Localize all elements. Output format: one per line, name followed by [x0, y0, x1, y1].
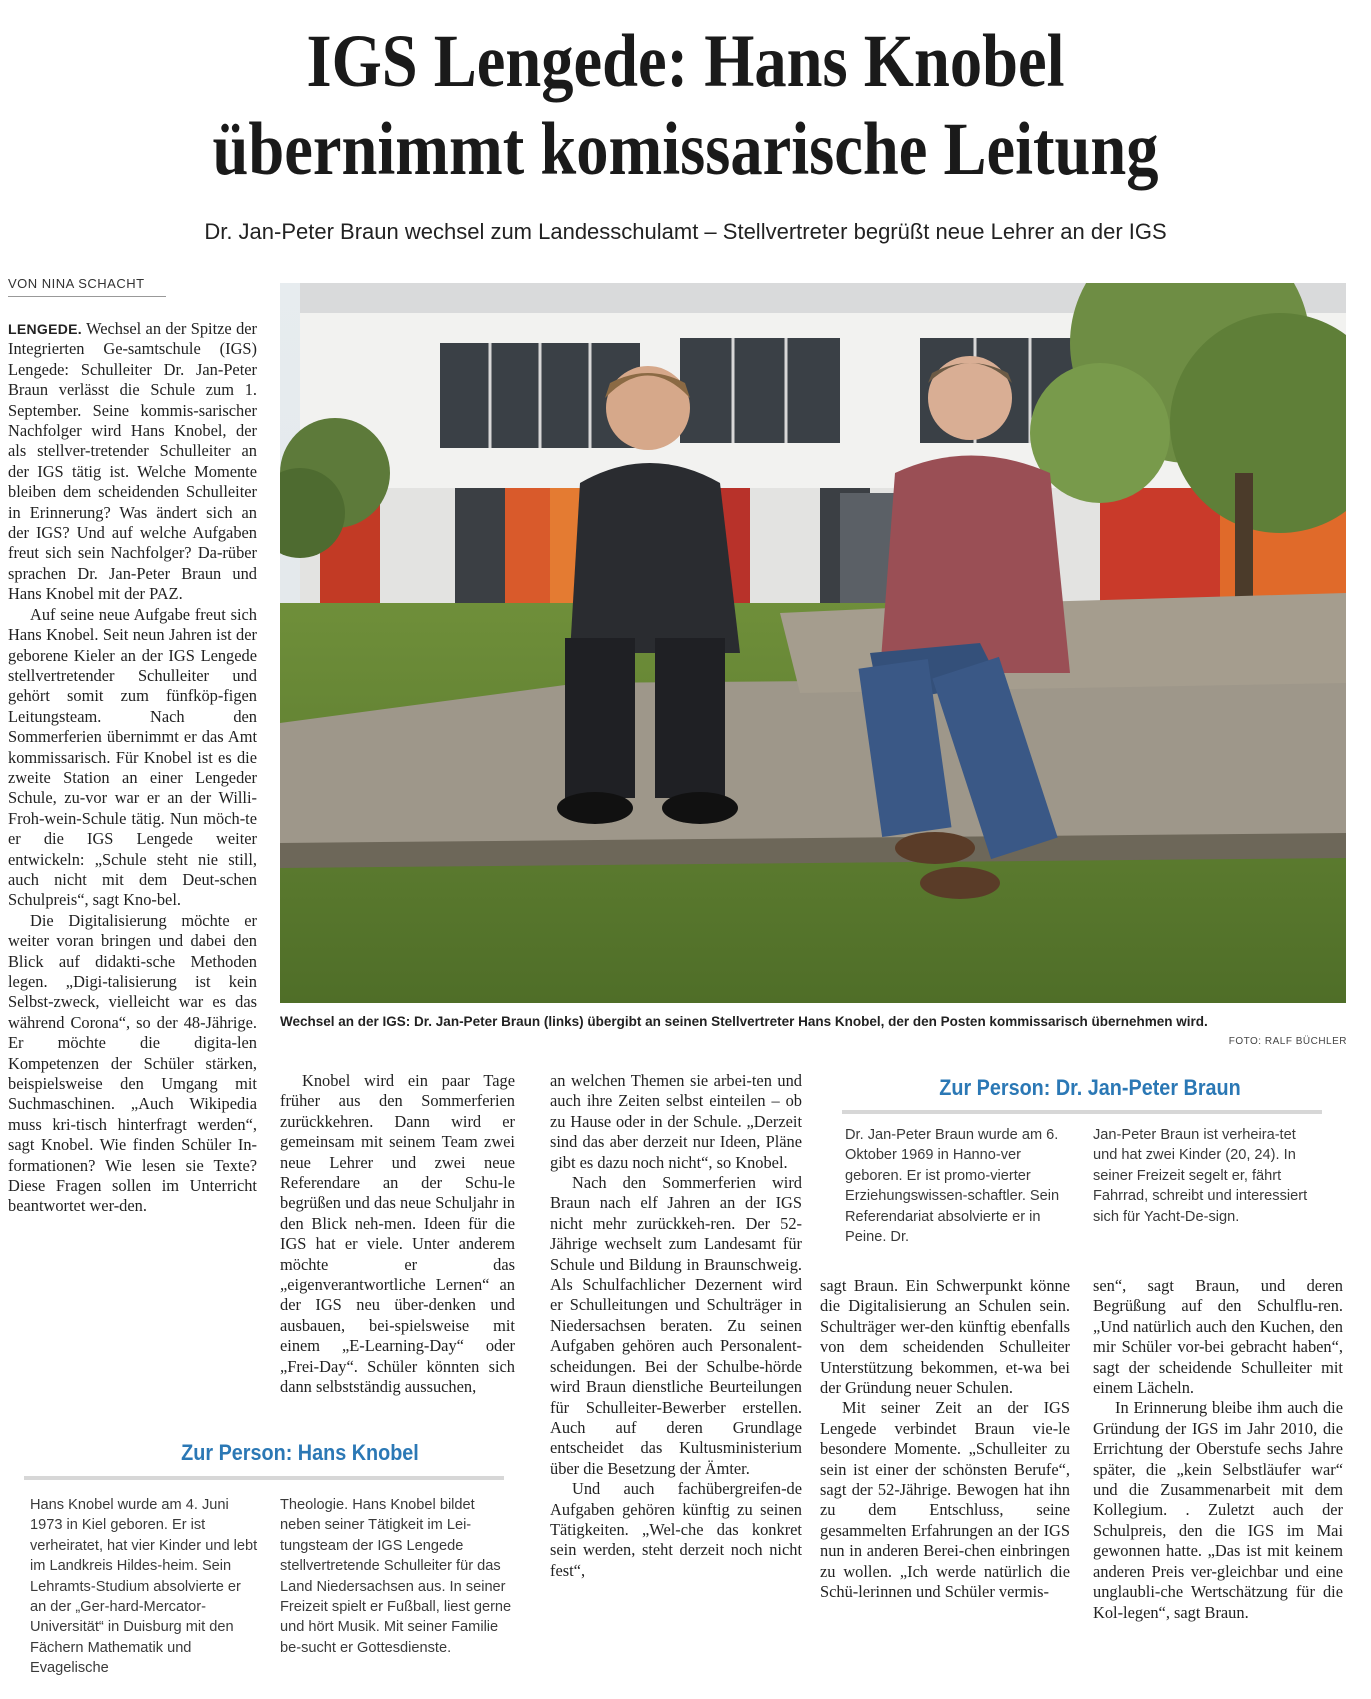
article-column-4: [820, 1276, 1070, 1603]
photo-credit: FOTO: RALF BÜCHLER: [1228, 1036, 1347, 1047]
box-braun-title: Zur Person: Dr. Jan-Peter Braun: [939, 1075, 1241, 1100]
column4-paragraph-1: sagt Braun. Ein Schwerpunkt könne die Digitalisierung an Schulen sein. Schulträger wer-den künftig ebenfalls von dem scheidenden Schulleiter Unterstützung bekommen, et-wa bei der Gründung neuer Schulen.: [820, 1276, 1070, 1398]
column3-paragraph-2: Nach den Sommerferien wird Braun nach elf Jahren an der IGS nicht mehr zurückkeh-ren. Der 52-Jährige wechselt zum Landesamt für Schule und Bildung in Braunschweig. Als Schulfachlicher Dezernent wird er Schulleitungen und Schulträger in Niedersachsen beraten. Zu seinen Aufgaben gehören auch Personalent-scheidungen. Bei der Schulbe-hörde wird Braun dienstliche Beurteilungen für Schulleiter-Bewerber erstellen. Auch auf deren Grundlage entscheidet das Kultusministerium über die Besetzung der Ämter.: [550, 1173, 802, 1478]
box-knobel-text-1: Hans Knobel wurde am 4. Juni 1973 in Kiel geboren. Er ist verheiratet, hat vier Kinder und lebt im Landkreis Hildes-heim. Sein Lehramts-Studium absolvierte er an der „Ger-hard-Mercator-Universität“ in Duisburg mit den Fächern Mathematik und Evagelische: [30, 1497, 258, 1677]
column3-paragraph-1: an welchen Themen sie arbei-ten und auch ihre Zeiten selbst einteilen – ob zu Hause oder in der Schule. „Derzeit sind das aber derzeit nur Ideen, Pläne gibt es dazu noch nicht“, so Knobel.: [550, 1071, 802, 1172]
box-braun-column-1: [845, 1125, 1060, 1247]
box-braun-rule: [842, 1110, 1322, 1114]
box-braun-column-2: [1093, 1125, 1318, 1227]
column3-paragraph-3: Und auch fachübergreifen-de Aufgaben gehören künftig zu seinen Tätigkeiten. „Wel-che das konkret sein werden, steht derzeit noch nicht fest“,: [550, 1479, 802, 1580]
article-column-2: [280, 1071, 515, 1398]
subheadline: Dr. Jan-Peter Braun wechsel zum Landesschulamt – Stellvertreter begrüßt neue Lehrer an der IGS: [204, 219, 1167, 244]
box-braun-text-2: Jan-Peter Braun ist verheira-tet und hat zwei Kinder (20, 24). In seiner Freizeit segelt er, fährt Fahrrad, schreibt und interessiert sich für Yacht-De-sign.: [1093, 1127, 1308, 1225]
article-column-3: [550, 1071, 802, 1581]
byline-rule: [8, 296, 166, 297]
article-column-1: [8, 319, 257, 1217]
article-photo: [280, 283, 1346, 1003]
column5-paragraph-1: sen“, sagt Braun, und deren Begrüßung auf den Schulflu-ren. „Und natürlich auch den Kuchen, den mir Schüler vor-bei gebracht haben“, sagt der scheidende Schulleiter mit einem Lächeln.: [1093, 1276, 1343, 1398]
box-knobel-text-2: Theologie. Hans Knobel bildet neben seiner Tätigkeit im Lei-tungsteam der IGS Lengede stellvertretende Schulleiter für das Land Niedersachsen aus. In seiner Freizeit spielt er Fußball, liest gerne und hört Musik. Mit seiner Familie be-sucht er Gottesdienste.: [280, 1497, 512, 1656]
column1-paragraph-3: Die Digitalisierung möchte er weiter voran bringen und dabei den Blick auf didakti-sche Methoden legen. „Digi-talisierung ist kein Selbst-zweck, vielleicht war es das während Corona“, so der 48-Jährige. Er möchte die digita-len Kompetenzen der Schüler stärken, beispielsweise den Umgang mit Suchmaschinen. „Auch Wikipedia muss kri-tisch hinterfragt werden“, sagt Knobel. Wie finden Schüler In-formationen? Wie lesen sie Texte? Diese Fragen sollen im Unterricht beantwortet wer-den.: [8, 910, 257, 1216]
headline-line-1: IGS Lengede: Hans Knobel: [306, 20, 1065, 103]
column4-paragraph-2: Mit seiner Zeit an der IGS Lengede verbindet Braun vie-le besondere Momente. „Schulleiter zu sein ist einer der schönsten Berufe“, sagt der 52-Jährige. Bewogen hat ihn zu dem Entschluss, seine gesammelten Erfahrungen an der IGS nun in anderen Berei-chen einbringen zu wollen. „Ich werde natürlich die Schü-lerinnen und Schüler vermis-: [820, 1398, 1070, 1602]
box-knobel-column-1: [30, 1495, 260, 1679]
headline: [96, 18, 1275, 194]
column2-paragraph-1: Knobel wird ein paar Tage früher aus den Sommerferien zurückkehren. Dann wird er gemeinsam mit seinem Team zwei neue Lehrer und zwei neue Referendare an der Schu-le begrüßen und das neue Schuljahr in den Blick neh-men. Ideen für die IGS hat er viele. Unter anderem möchte er das „eigenverantwortliche Lernen“ an der IGS neu über-denken und ausbauen, bei-spielsweise mit einem „E-Learning-Day“ oder „Frei-Day“. Schüler könnten sich dann selbstständig aussuchen,: [280, 1071, 515, 1397]
byline: VON NINA SCHACHT: [8, 276, 145, 291]
column1-paragraph-1: Wechsel an der Spitze der Integrierten Ge-samtschule (IGS) Lengede: Schulleiter Dr. Jan-Peter Braun verlässt die Schule zum 1. September. Seine kommis-sarischer Nachfolger wird Hans Knobel, der als stellver-tretender Schulleiter an der IGS tätig ist. Welche Momente bleiben dem scheidenden Schulleiter in Erinnerung? Was ändert sich an der IGS? Und auf welche Aufgaben freut sich sein Nachfolger? Da-rüber sprachen Dr. Jan-Peter Braun und Hans Knobel mit der PAZ.: [8, 319, 257, 604]
box-knobel-rule: [24, 1476, 504, 1480]
dateline: LENGEDE.: [8, 321, 82, 337]
photo-caption: Wechsel an der IGS: Dr. Jan-Peter Braun (links) übergibt an seinen Stellvertreter Hans Knobel, der den Posten kommissarisch übernehmen wird.: [280, 1014, 1208, 1029]
box-braun-text-1: Dr. Jan-Peter Braun wurde am 6. Oktober 1969 in Hanno-ver geboren. Er ist promo-vierter Erziehungswissen-schaftler. Sein Referendariat absolvierte er in Peine. Dr.: [845, 1127, 1060, 1246]
column1-paragraph-2: Auf seine neue Aufgabe freut sich Hans Knobel. Seit neun Jahren ist der geborene Kieler an der IGS Lengede stellvertretender Schulleiter und gehört somit zum fünfköp-figen Leitungsteam. Nach den Sommerferien übernimmt er das Amt kommissarisch. Für Knobel ist es die zweite Station an einer Lengeder Schule, zu-vor war er an der Willi-Froh-wein-Schule tätig. Nun möch-te er die IGS Lengede weiter entwickeln: „Schule steht nie still, auch nicht mit dem Deut-schen Schulpreis“, sagt Kno-bel.: [8, 604, 257, 910]
box-knobel-title: Zur Person: Hans Knobel: [181, 1440, 419, 1465]
column5-paragraph-2: In Erinnerung bleibe ihm auch die Gründung der IGS im Jahr 2010, die Errichtung der Oberstufe sechs Jahre später, die „kein Selbstläufer war“ und die Zusammenarbeit mit dem Kollegium. . Zuletzt auch der Schulpreis, den die IGS im Mai gewonnen hatte. „Das ist mit keinem anderen Preis ver-gleichbar und eine unglaubli-che Wertschätzung für die Kol-legen“, sagt Braun.: [1093, 1398, 1343, 1622]
article-column-5: [1093, 1276, 1343, 1623]
box-knobel-column-2: [280, 1495, 515, 1658]
headline-line-2: übernimmt komissarische Leitung: [212, 108, 1159, 191]
